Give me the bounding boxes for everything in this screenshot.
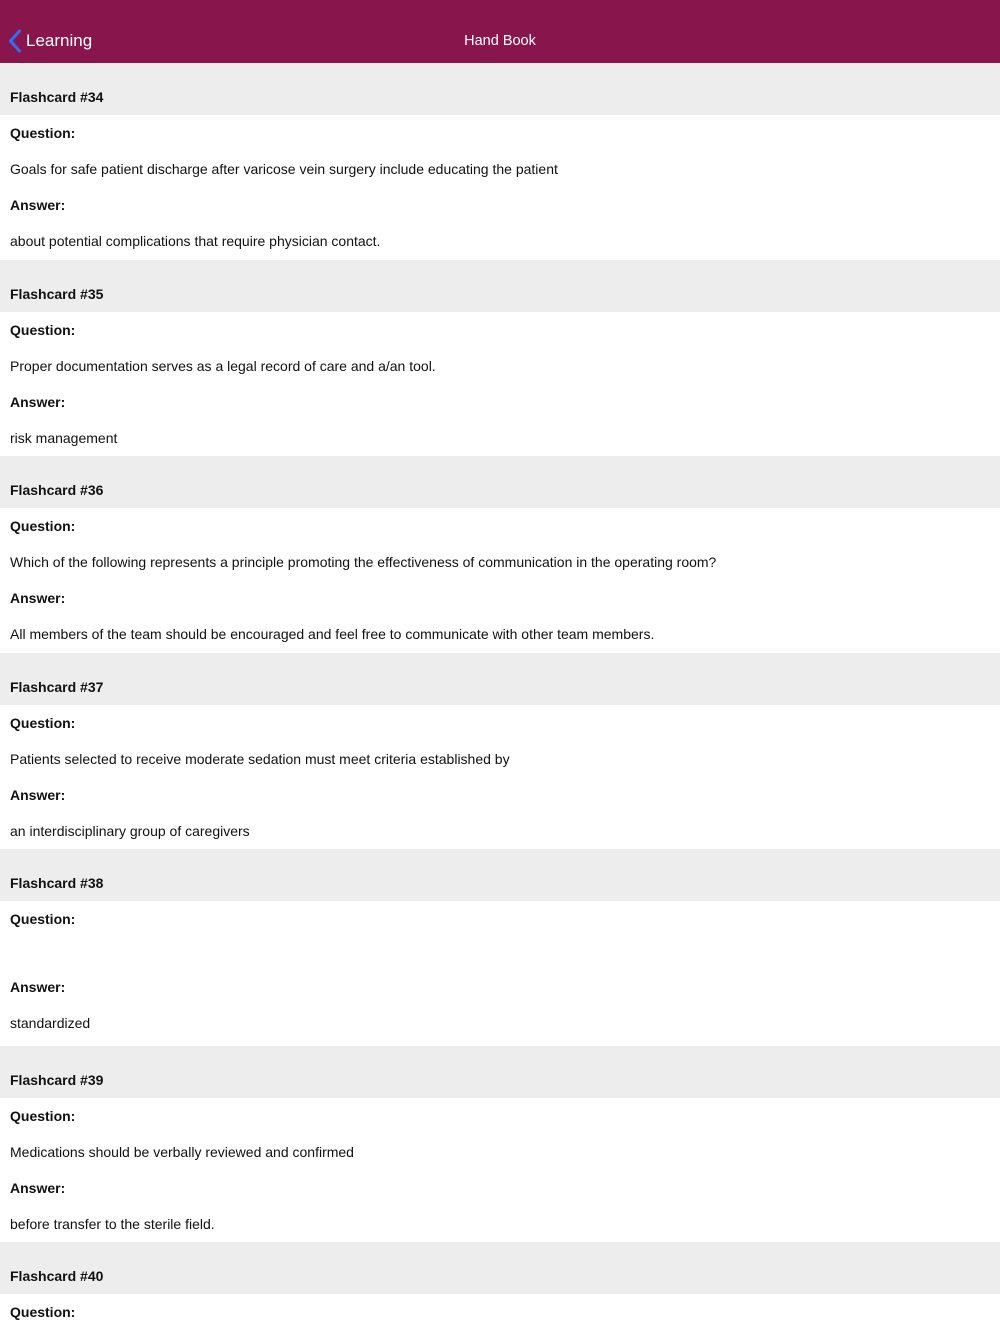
flashcard-title: Flashcard #34 xyxy=(10,89,104,105)
flashcard-title: Flashcard #40 xyxy=(10,1268,104,1284)
question-label: Question: xyxy=(10,1304,76,1320)
flashcard-header xyxy=(0,260,1000,312)
flashcard-header xyxy=(0,653,1000,705)
flashcard xyxy=(0,1046,1000,1243)
answer-text: before transfer to the sterile field. xyxy=(10,1215,215,1232)
question-text: Patients selected to receive moderate sedation must meet criteria established by xyxy=(10,750,510,767)
flashcard xyxy=(0,1242,1000,1336)
answer-label: Answer: xyxy=(10,393,66,410)
flashcard-title: Flashcard #36 xyxy=(10,482,104,498)
question-label: Question: xyxy=(10,714,76,731)
flashcard-body xyxy=(0,1098,1000,1243)
flashcard xyxy=(0,63,1000,260)
answer-label: Answer: xyxy=(10,786,66,803)
flashcard xyxy=(0,260,1000,457)
flashcard-title: Flashcard #39 xyxy=(10,1071,104,1088)
question-label: Question: xyxy=(10,125,76,141)
flashcard-list[interactable] xyxy=(0,63,1000,1336)
flashcard-header xyxy=(0,456,1000,508)
flashcard xyxy=(0,849,1000,1046)
answer-text: risk management xyxy=(10,429,118,446)
flashcard xyxy=(0,653,1000,850)
flashcard-body xyxy=(0,312,1000,457)
answer-label: Answer: xyxy=(10,590,66,606)
question-label: Question: xyxy=(10,1107,76,1124)
flashcard-title: Flashcard #37 xyxy=(10,678,104,695)
flashcard-body xyxy=(0,705,1000,850)
back-button-label: Learning xyxy=(26,31,93,50)
flashcard-header xyxy=(0,63,1000,115)
flashcard-header xyxy=(0,1242,1000,1294)
answer-label: Answer: xyxy=(10,1179,66,1196)
answer-text: standardized xyxy=(10,1015,91,1031)
answer-text: about potential complications that require physician contact. xyxy=(10,233,381,249)
answer-text: All members of the team should be encouraged and feel free to communicate with other team members. xyxy=(10,626,655,642)
question-label: Question: xyxy=(10,518,76,534)
flashcard-body xyxy=(0,901,1000,1046)
flashcard-header xyxy=(0,1046,1000,1098)
navigation-bar xyxy=(0,0,1000,63)
page-title: Hand Book xyxy=(464,33,536,49)
flashcard-body xyxy=(0,115,1000,260)
question-label: Question: xyxy=(10,911,76,927)
flashcard-title: Flashcard #35 xyxy=(10,285,104,302)
question-text: Proper documentation serves as a legal record of care and a/an tool. xyxy=(10,357,436,374)
flashcard-header xyxy=(0,849,1000,901)
flashcard xyxy=(0,456,1000,653)
flashcard-body xyxy=(0,508,1000,653)
question-text: Goals for safe patient discharge after varicose vein surgery include educating the patient xyxy=(10,161,558,177)
answer-label: Answer: xyxy=(10,979,66,995)
answer-label: Answer: xyxy=(10,197,66,213)
question-text: Which of the following represents a principle promoting the effectiveness of communication in the operating room? xyxy=(10,554,717,570)
question-text: Medications should be verbally reviewed and confirmed xyxy=(10,1143,354,1160)
flashcard-body xyxy=(0,1294,1000,1336)
flashcard-title: Flashcard #38 xyxy=(10,875,104,891)
question-label: Question: xyxy=(10,321,76,338)
answer-text: an interdisciplinary group of caregivers xyxy=(10,822,250,839)
